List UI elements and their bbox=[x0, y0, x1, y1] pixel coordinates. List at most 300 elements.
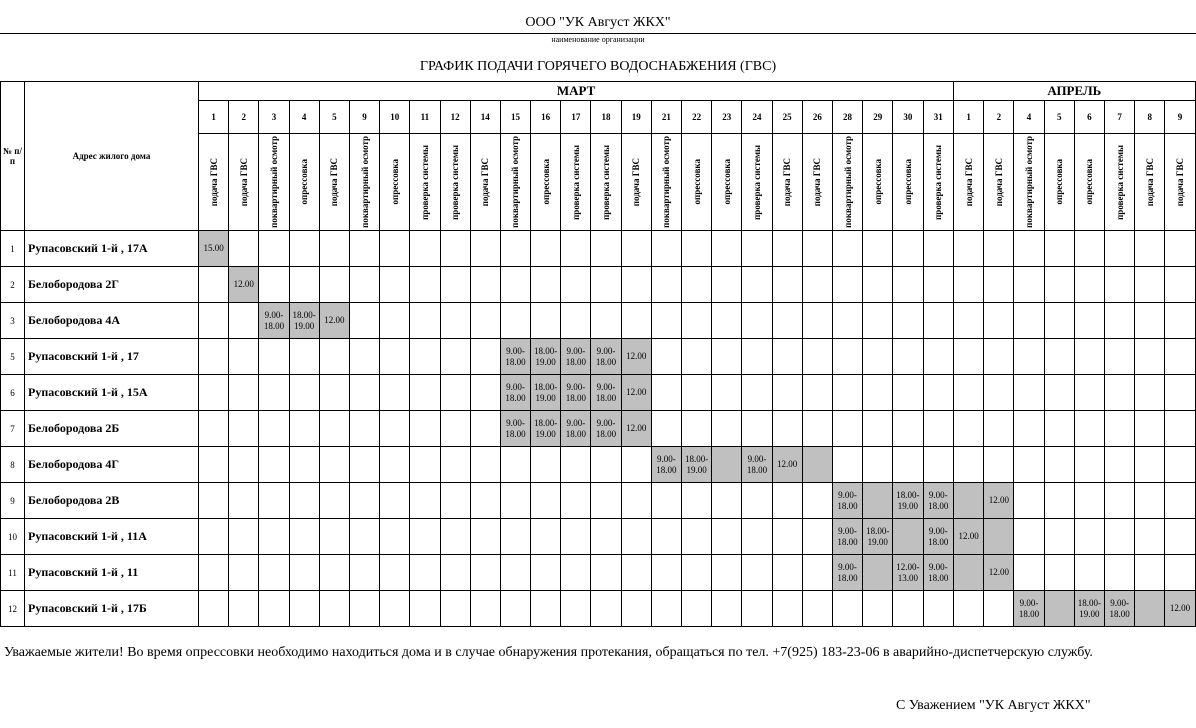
empty-cell bbox=[591, 231, 621, 267]
scheduled-cell: 12.00 bbox=[772, 447, 802, 483]
work-type-label: поквартирный осмотр bbox=[842, 136, 853, 228]
empty-cell bbox=[984, 339, 1014, 375]
empty-cell bbox=[863, 411, 893, 447]
scheduled-cell: 9.00-18.00 bbox=[500, 339, 530, 375]
work-type-label: опрессовка bbox=[299, 159, 310, 205]
empty-cell bbox=[1105, 519, 1135, 555]
empty-cell bbox=[1074, 519, 1104, 555]
empty-cell bbox=[349, 231, 379, 267]
work-type-cell bbox=[470, 134, 500, 231]
empty-cell bbox=[651, 519, 681, 555]
empty-cell bbox=[500, 555, 530, 591]
work-type-label: подача ГВС bbox=[1144, 157, 1155, 207]
empty-cell bbox=[229, 447, 259, 483]
empty-cell bbox=[1165, 303, 1195, 339]
empty-cell bbox=[802, 483, 832, 519]
empty-cell bbox=[1014, 375, 1044, 411]
empty-cell bbox=[984, 231, 1014, 267]
day-header: 4 bbox=[1014, 101, 1044, 134]
work-type-cell bbox=[440, 134, 470, 231]
work-type-label: опрессовка bbox=[902, 159, 913, 205]
empty-cell bbox=[440, 267, 470, 303]
empty-cell bbox=[1044, 411, 1074, 447]
scheduled-cell bbox=[802, 447, 832, 483]
empty-cell bbox=[470, 411, 500, 447]
empty-cell bbox=[410, 303, 440, 339]
empty-cell bbox=[802, 267, 832, 303]
scheduled-cell bbox=[954, 555, 984, 591]
empty-cell bbox=[772, 375, 802, 411]
empty-cell bbox=[742, 303, 772, 339]
empty-cell bbox=[349, 483, 379, 519]
empty-cell bbox=[802, 519, 832, 555]
empty-cell bbox=[1074, 267, 1104, 303]
scheduled-cell: 9.00-18.00 bbox=[259, 303, 289, 339]
empty-cell bbox=[531, 231, 561, 267]
header-number: № п/п bbox=[1, 82, 25, 231]
empty-cell bbox=[1014, 303, 1044, 339]
empty-cell bbox=[832, 411, 862, 447]
work-type-cell bbox=[712, 134, 742, 231]
day-header: 1 bbox=[199, 101, 229, 134]
scheduled-cell: 9.00-18.00 bbox=[561, 339, 591, 375]
empty-cell bbox=[954, 267, 984, 303]
empty-cell bbox=[682, 555, 712, 591]
empty-cell bbox=[1044, 303, 1074, 339]
empty-cell bbox=[984, 411, 1014, 447]
scheduled-cell: 12.00 bbox=[1165, 591, 1195, 627]
empty-cell bbox=[742, 339, 772, 375]
empty-cell bbox=[500, 267, 530, 303]
empty-cell bbox=[561, 447, 591, 483]
empty-cell bbox=[229, 303, 259, 339]
work-type-cell bbox=[832, 134, 862, 231]
empty-cell bbox=[229, 555, 259, 591]
scheduled-cell: 9.00-18.00 bbox=[923, 555, 954, 591]
scheduled-cell: 9.00-18.00 bbox=[832, 555, 862, 591]
empty-cell bbox=[1105, 303, 1135, 339]
work-type-cell bbox=[621, 134, 651, 231]
month-header: АПРЕЛЬ bbox=[954, 82, 1196, 101]
empty-cell bbox=[863, 339, 893, 375]
scheduled-cell: 9.00-18.00 bbox=[832, 519, 862, 555]
empty-cell bbox=[832, 267, 862, 303]
day-header: 11 bbox=[410, 101, 440, 134]
work-type-cell bbox=[199, 134, 229, 231]
empty-cell bbox=[651, 555, 681, 591]
empty-cell bbox=[1044, 555, 1074, 591]
empty-cell bbox=[742, 411, 772, 447]
empty-cell bbox=[259, 483, 289, 519]
empty-cell bbox=[500, 231, 530, 267]
empty-cell bbox=[410, 519, 440, 555]
work-type-label: опрессовка bbox=[540, 159, 551, 205]
empty-cell bbox=[289, 483, 319, 519]
table-row bbox=[1, 591, 1196, 627]
work-type-label: проверка системы bbox=[751, 144, 762, 220]
scheduled-cell bbox=[893, 519, 923, 555]
row-address: Рупасовский 1-й , 11А bbox=[25, 519, 199, 555]
work-type-label: проверка системы bbox=[1114, 144, 1125, 220]
row-number: 1 bbox=[1, 231, 25, 267]
empty-cell bbox=[380, 411, 410, 447]
empty-cell bbox=[289, 339, 319, 375]
empty-cell bbox=[259, 447, 289, 483]
row-address: Рупасовский 1-й , 11 bbox=[25, 555, 199, 591]
work-type-cell bbox=[319, 134, 349, 231]
empty-cell bbox=[1014, 555, 1044, 591]
empty-cell bbox=[832, 375, 862, 411]
empty-cell bbox=[591, 591, 621, 627]
empty-cell bbox=[440, 591, 470, 627]
empty-cell bbox=[863, 267, 893, 303]
scheduled-cell: 15.00 bbox=[199, 231, 229, 267]
day-header: 3 bbox=[259, 101, 289, 134]
scheduled-cell: 18.00-19.00 bbox=[531, 339, 561, 375]
organization-caption: наименование организации bbox=[551, 35, 645, 44]
empty-cell bbox=[380, 519, 410, 555]
work-type-label: подача ГВС bbox=[329, 157, 340, 207]
day-header: 5 bbox=[319, 101, 349, 134]
empty-cell bbox=[863, 591, 893, 627]
work-type-label: подача ГВС bbox=[782, 157, 793, 207]
empty-cell bbox=[1074, 555, 1104, 591]
month-header: МАРТ bbox=[199, 82, 954, 101]
work-type-cell bbox=[591, 134, 621, 231]
scheduled-cell: 9.00-18.00 bbox=[923, 483, 954, 519]
empty-cell bbox=[319, 447, 349, 483]
empty-cell bbox=[289, 555, 319, 591]
work-type-label: опрессовка bbox=[389, 159, 400, 205]
empty-cell bbox=[1074, 375, 1104, 411]
empty-cell bbox=[410, 483, 440, 519]
work-type-cell bbox=[772, 134, 802, 231]
empty-cell bbox=[319, 375, 349, 411]
document-title: ГРАФИК ПОДАЧИ ГОРЯЧЕГО ВОДОСНАБЖЕНИЯ (ГВС) bbox=[419, 59, 777, 74]
empty-cell bbox=[682, 303, 712, 339]
empty-cell bbox=[1135, 555, 1165, 591]
empty-cell bbox=[651, 411, 681, 447]
empty-cell bbox=[199, 447, 229, 483]
empty-cell bbox=[682, 411, 712, 447]
scheduled-cell: 9.00-18.00 bbox=[651, 447, 681, 483]
empty-cell bbox=[863, 231, 893, 267]
empty-cell bbox=[531, 555, 561, 591]
empty-cell bbox=[1014, 519, 1044, 555]
empty-cell bbox=[259, 339, 289, 375]
empty-cell bbox=[802, 375, 832, 411]
row-address: Рупасовский 1-й , 17Б bbox=[25, 591, 199, 627]
empty-cell bbox=[923, 231, 954, 267]
row-number: 10 bbox=[1, 519, 25, 555]
scheduled-cell: 9.00-18.00 bbox=[500, 411, 530, 447]
work-type-label: поквартирный осмотр bbox=[1024, 136, 1035, 228]
residents-notice: Уважаемые жители! Во время опрессовки необходимо находиться дома и в случае обнаружения протекания, обращаться по тел. +7(925) 183-23-06 в аварийно-диспетчерскую службу. bbox=[4, 645, 1093, 660]
empty-cell bbox=[893, 303, 923, 339]
day-header: 19 bbox=[621, 101, 651, 134]
empty-cell bbox=[319, 411, 349, 447]
empty-cell bbox=[923, 267, 954, 303]
empty-cell bbox=[1165, 519, 1195, 555]
empty-cell bbox=[561, 267, 591, 303]
empty-cell bbox=[1044, 267, 1074, 303]
empty-cell bbox=[1105, 267, 1135, 303]
empty-cell bbox=[289, 231, 319, 267]
work-type-cell bbox=[380, 134, 410, 231]
row-address: Белобородова 4А bbox=[25, 303, 199, 339]
empty-cell bbox=[319, 231, 349, 267]
work-type-cell bbox=[289, 134, 319, 231]
work-type-label: подача ГВС bbox=[963, 157, 974, 207]
empty-cell bbox=[1014, 231, 1044, 267]
work-type-cell bbox=[229, 134, 259, 231]
work-type-cell bbox=[682, 134, 712, 231]
empty-cell bbox=[742, 519, 772, 555]
empty-cell bbox=[229, 375, 259, 411]
row-number: 2 bbox=[1, 267, 25, 303]
work-type-cell bbox=[923, 134, 954, 231]
empty-cell bbox=[591, 447, 621, 483]
work-type-label: опрессовка bbox=[691, 159, 702, 205]
empty-cell bbox=[410, 339, 440, 375]
empty-cell bbox=[742, 483, 772, 519]
row-address: Рупасовский 1-й , 17А bbox=[25, 231, 199, 267]
day-header: 5 bbox=[1044, 101, 1074, 134]
empty-cell bbox=[440, 519, 470, 555]
empty-cell bbox=[1105, 447, 1135, 483]
empty-cell bbox=[1105, 231, 1135, 267]
work-type-cell bbox=[1074, 134, 1104, 231]
empty-cell bbox=[772, 555, 802, 591]
empty-cell bbox=[259, 411, 289, 447]
scheduled-cell: 18.00-19.00 bbox=[531, 411, 561, 447]
row-address: Белобородова 4Г bbox=[25, 447, 199, 483]
scheduled-cell: 9.00-18.00 bbox=[500, 375, 530, 411]
month-row bbox=[1, 82, 1196, 101]
work-type-cell bbox=[1044, 134, 1074, 231]
empty-cell bbox=[380, 447, 410, 483]
row-address: Белобородова 2В bbox=[25, 483, 199, 519]
empty-cell bbox=[199, 555, 229, 591]
empty-cell bbox=[531, 519, 561, 555]
scheduled-cell: 18.00-19.00 bbox=[289, 303, 319, 339]
empty-cell bbox=[984, 447, 1014, 483]
empty-cell bbox=[440, 339, 470, 375]
empty-cell bbox=[682, 591, 712, 627]
empty-cell bbox=[772, 591, 802, 627]
empty-cell bbox=[349, 519, 379, 555]
empty-cell bbox=[531, 267, 561, 303]
row-address: Рупасовский 1-й , 17 bbox=[25, 339, 199, 375]
empty-cell bbox=[199, 375, 229, 411]
empty-cell bbox=[863, 447, 893, 483]
empty-cell bbox=[259, 555, 289, 591]
empty-cell bbox=[410, 375, 440, 411]
work-type-cell bbox=[984, 134, 1014, 231]
empty-cell bbox=[289, 411, 319, 447]
empty-cell bbox=[923, 411, 954, 447]
scheduled-cell: 18.00-19.00 bbox=[863, 519, 893, 555]
empty-cell bbox=[651, 231, 681, 267]
empty-cell bbox=[893, 231, 923, 267]
empty-cell bbox=[229, 411, 259, 447]
work-type-cell bbox=[1105, 134, 1135, 231]
empty-cell bbox=[742, 375, 772, 411]
empty-cell bbox=[832, 447, 862, 483]
row-address: Рупасовский 1-й , 15А bbox=[25, 375, 199, 411]
work-type-label: подача ГВС bbox=[208, 157, 219, 207]
work-type-cell bbox=[954, 134, 984, 231]
table-row bbox=[1, 555, 1196, 591]
scheduled-cell: 12.00 bbox=[621, 375, 651, 411]
table-row bbox=[1, 339, 1196, 375]
scheduled-cell: 12.00 bbox=[319, 303, 349, 339]
scheduled-cell: 12.00 bbox=[621, 411, 651, 447]
empty-cell bbox=[742, 267, 772, 303]
work-type-label: поквартирный осмотр bbox=[510, 136, 521, 228]
table-row bbox=[1, 375, 1196, 411]
work-type-cell bbox=[863, 134, 893, 231]
empty-cell bbox=[500, 483, 530, 519]
empty-cell bbox=[470, 303, 500, 339]
empty-cell bbox=[199, 591, 229, 627]
empty-cell bbox=[984, 375, 1014, 411]
empty-cell bbox=[1105, 339, 1135, 375]
work-type-label: опрессовка bbox=[721, 159, 732, 205]
empty-cell bbox=[410, 267, 440, 303]
empty-cell bbox=[561, 483, 591, 519]
empty-cell bbox=[1105, 555, 1135, 591]
empty-cell bbox=[259, 231, 289, 267]
empty-cell bbox=[500, 591, 530, 627]
scheduled-cell: 18.00-19.00 bbox=[893, 483, 923, 519]
empty-cell bbox=[380, 483, 410, 519]
empty-cell bbox=[1165, 483, 1195, 519]
empty-cell bbox=[682, 483, 712, 519]
empty-cell bbox=[621, 591, 651, 627]
empty-cell bbox=[410, 591, 440, 627]
day-header: 28 bbox=[832, 101, 862, 134]
empty-cell bbox=[1135, 519, 1165, 555]
empty-cell bbox=[621, 267, 651, 303]
empty-cell bbox=[591, 555, 621, 591]
empty-cell bbox=[1074, 411, 1104, 447]
empty-cell bbox=[440, 231, 470, 267]
empty-cell bbox=[1135, 411, 1165, 447]
empty-cell bbox=[923, 375, 954, 411]
empty-cell bbox=[1165, 231, 1195, 267]
empty-cell bbox=[470, 231, 500, 267]
empty-cell bbox=[561, 303, 591, 339]
day-header: 10 bbox=[380, 101, 410, 134]
scheduled-cell bbox=[712, 447, 742, 483]
empty-cell bbox=[772, 231, 802, 267]
empty-cell bbox=[229, 231, 259, 267]
empty-cell bbox=[500, 447, 530, 483]
work-type-label: опрессовка bbox=[1084, 159, 1095, 205]
scheduled-cell: 18.00-19.00 bbox=[531, 375, 561, 411]
empty-cell bbox=[1044, 339, 1074, 375]
empty-cell bbox=[561, 519, 591, 555]
empty-cell bbox=[832, 231, 862, 267]
empty-cell bbox=[954, 231, 984, 267]
work-type-label: опрессовка bbox=[1054, 159, 1065, 205]
empty-cell bbox=[712, 231, 742, 267]
row-number: 3 bbox=[1, 303, 25, 339]
empty-cell bbox=[410, 555, 440, 591]
work-type-cell bbox=[742, 134, 772, 231]
empty-cell bbox=[1014, 267, 1044, 303]
empty-cell bbox=[440, 375, 470, 411]
row-address: Белобородова 2Г bbox=[25, 267, 199, 303]
empty-cell bbox=[682, 375, 712, 411]
empty-cell bbox=[893, 411, 923, 447]
work-type-cell bbox=[410, 134, 440, 231]
empty-cell bbox=[621, 519, 651, 555]
scheduled-cell: 9.00-18.00 bbox=[561, 375, 591, 411]
empty-cell bbox=[380, 231, 410, 267]
empty-cell bbox=[954, 447, 984, 483]
header-address: Адрес жилого дома bbox=[25, 82, 199, 231]
empty-cell bbox=[984, 303, 1014, 339]
empty-cell bbox=[349, 591, 379, 627]
empty-cell bbox=[349, 447, 379, 483]
work-type-label: подача ГВС bbox=[631, 157, 642, 207]
empty-cell bbox=[561, 591, 591, 627]
empty-cell bbox=[319, 591, 349, 627]
work-type-cell bbox=[259, 134, 289, 231]
empty-cell bbox=[1105, 483, 1135, 519]
empty-cell bbox=[380, 591, 410, 627]
empty-cell bbox=[410, 231, 440, 267]
empty-cell bbox=[380, 339, 410, 375]
day-header: 30 bbox=[893, 101, 923, 134]
empty-cell bbox=[440, 411, 470, 447]
empty-cell bbox=[229, 483, 259, 519]
signature: С Уважением "УК Август ЖКХ" bbox=[896, 698, 1091, 713]
schedule-table bbox=[0, 81, 1196, 627]
scheduled-cell: 9.00-18.00 bbox=[591, 411, 621, 447]
day-header: 31 bbox=[923, 101, 954, 134]
empty-cell bbox=[923, 303, 954, 339]
work-type-cell bbox=[1135, 134, 1165, 231]
empty-cell bbox=[621, 555, 651, 591]
day-header: 21 bbox=[651, 101, 681, 134]
empty-cell bbox=[1074, 447, 1104, 483]
day-header: 9 bbox=[349, 101, 379, 134]
empty-cell bbox=[651, 303, 681, 339]
scheduled-cell: 12.00-13.00 bbox=[893, 555, 923, 591]
empty-cell bbox=[199, 483, 229, 519]
empty-cell bbox=[1044, 519, 1074, 555]
empty-cell bbox=[259, 591, 289, 627]
empty-cell bbox=[410, 447, 440, 483]
work-type-cell bbox=[531, 134, 561, 231]
empty-cell bbox=[1135, 267, 1165, 303]
day-header: 24 bbox=[742, 101, 772, 134]
empty-cell bbox=[1135, 447, 1165, 483]
empty-cell bbox=[470, 375, 500, 411]
empty-cell bbox=[984, 591, 1014, 627]
empty-cell bbox=[349, 303, 379, 339]
scheduled-cell: 9.00-18.00 bbox=[591, 339, 621, 375]
empty-cell bbox=[893, 267, 923, 303]
day-header: 12 bbox=[440, 101, 470, 134]
empty-cell bbox=[259, 519, 289, 555]
empty-cell bbox=[621, 483, 651, 519]
empty-cell bbox=[349, 375, 379, 411]
empty-cell bbox=[1074, 231, 1104, 267]
